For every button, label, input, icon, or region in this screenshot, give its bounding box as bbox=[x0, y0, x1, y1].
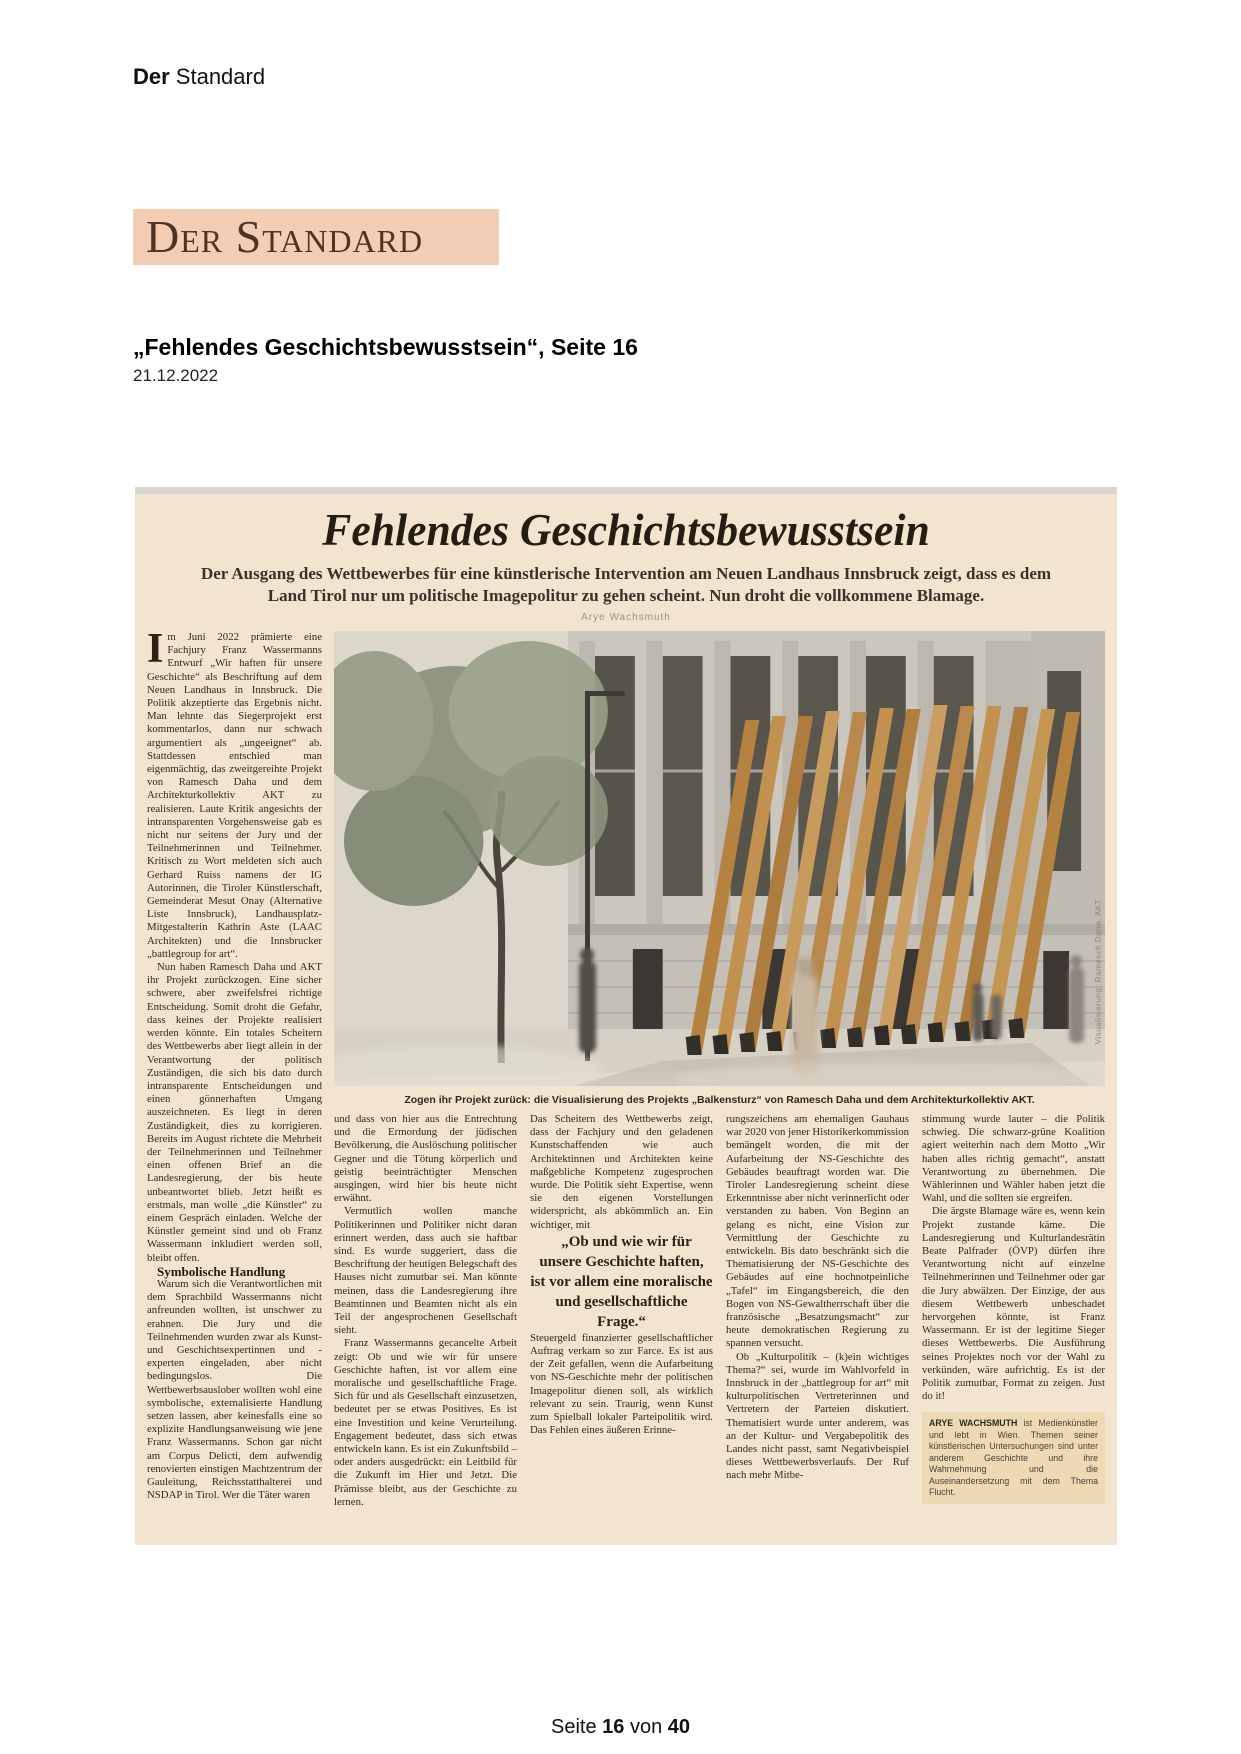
article-date: 21.12.2022 bbox=[133, 366, 219, 385]
column-2 bbox=[334, 1113, 517, 1509]
pull-quote: „Ob und wie wir für unsere Geschichte haften, ist vor allem eine moralische und gesellschaftliche Frage.“ bbox=[530, 1233, 713, 1330]
clipping-subtitle: Der Ausgang des Wettbewerbes für eine künstlerische Intervention am Neuen Landhaus Innsbruck zeigt, dass es dem Land Tirol nur um politische Imagepolitur zu gehen scheint. Nun droht die vollkommene Blamage. bbox=[200, 564, 1052, 605]
photo-caption: Zogen ihr Projekt zurück: die Visualisierung des Projekts „Balkensturz“ von Ramesch Daha und dem Architekturkollektiv AKT. bbox=[404, 1094, 1035, 1106]
paragraph: Das Scheitern des Wettbewerbs zeigt, dass der Fachjury und den geladenen Kunstschaffenden wie auch Architektinnen und Architekten keine maßgebliche Kompetenz zugesprochen wurde. Die Politik sieht Expertise, wenn sie den eigenen Vorstellungen widerspricht, als abkömmlich an. Ein wichtiger, mit bbox=[530, 1113, 713, 1231]
footer-label-page: Seite bbox=[550, 1716, 603, 1738]
paragraph: Warum sich die Verantwortlichen mit dem Sprachbild Wassermanns nicht anfreunden wollten, ist unschwer zu erahnen. Die Jury und die Teilnehmenden wurden zwar als Kunst- und Geschichtsexpertinnen und -experten eingeladen, aber nicht bedingungslos. Die Wettbewerbsauslober wollten wohl eine symbolische, externalisierte Handlung setzen lassen, aber keinesfalls eine so explizite Handlungsanweisung wie jene Franz Wassermanns. Schon gar nicht am Corpus Delicti, dem aufwendig renovierten einstigen Machtzentrum der Gauleitung, Reichsstatthalterei und NSDAP in Tirol. Wer die Täter waren bbox=[147, 1277, 322, 1502]
paragraph: Steuergeld finanzierter gesellschaftlicher Auftrag verkam so zur Farce. Es ist aus der Zeit gefallen, wenn die Aufarbeitung von NS-Geschichte mehr der politischen Imagepolitur dienen soll, als wirklich relevant zu sein. Traurig, wenn Kunst zum Spielball lokaler Parteipolitik wird. Das Fehlen eines äußeren Erinne- bbox=[530, 1331, 713, 1437]
paragraph: Ob „Kulturpolitik – (k)ein wichtiges Thema?“ sei, wurde im Wahlvorfeld in Innsbruck in der „battlegroup for art“ mit kulturpolitischen Vertreterinnen und Vertretern der Parteien diskutiert. Thematisiert wurde unter anderem, was an der Kultur- und Vergabepolitik des Landes nicht passt, samt Negativbeispiel dieses Wettbewerbsverlaufs. Der Ruf nach mehr Mitbe- bbox=[726, 1350, 909, 1482]
source-line bbox=[133, 64, 265, 90]
paragraph: und dass von hier aus die Entrechtung und die Ermordung der jüdischen Bevölkerung, die Auslöschung politischer Gegner und die Tötung körperlich und geistig beeinträchtigter Menschen ausgingen, wird hier bis heute nicht erwähnt. bbox=[334, 1113, 517, 1205]
column-1 bbox=[147, 626, 322, 1509]
author-bio-text: ist Medienkünstler und lebt in Wien. Themen seiner künstlerischen Untersuchungen sind unter anderem Geschichte und ihre Wahrnehmung und die Auseinandersetzung mit dem Thema Flucht. bbox=[929, 1418, 1098, 1497]
newspaper-logo bbox=[133, 209, 499, 265]
newspaper-clipping bbox=[135, 487, 1117, 1545]
photo-illustration bbox=[334, 631, 1105, 1086]
article-title: „Fehlendes Geschichtsbewusstsein“, Seite 16 bbox=[133, 334, 638, 360]
paragraph: stimmung wurde lauter – die Politik schwieg. Die schwarz-grüne Koalition agiert weiterhin nach dem Motto „Wir haben alles richtig gemacht“, anstatt Verantwortung zu übernehmen. Die Wählerinnen und Wähler haben jetzt die Wahl, und die sollten sie ergreifen. bbox=[922, 1113, 1105, 1205]
clipping-headline: Fehlendes Geschichtsbewusstsein bbox=[322, 505, 930, 555]
source-line-bold: Der bbox=[133, 64, 170, 89]
subheading-symbolische-handlung: Symbolische Handlung bbox=[157, 1263, 286, 1279]
clipping-content bbox=[135, 623, 1117, 1509]
column-4 bbox=[726, 1113, 909, 1509]
newspaper-logo-text: Der Standard bbox=[146, 211, 424, 262]
photo-credit: Visualisierung: Ramesch Daha, AKT bbox=[1094, 898, 1103, 1044]
column-5 bbox=[922, 1113, 1105, 1509]
clipping-byline: Arye Wachsmuth bbox=[581, 612, 671, 623]
column-3 bbox=[530, 1113, 713, 1509]
lower-columns bbox=[334, 1113, 1105, 1509]
footer-page-number: 16 bbox=[602, 1716, 625, 1738]
page-footer bbox=[0, 1716, 1241, 1739]
source-line-regular: Standard bbox=[169, 64, 266, 89]
paragraph: Vermutlich wollen manche Politikerinnen und Politiker nicht daran erinnert werden, dass auch sie haftbar sind. Es wurde suggeriert, dass die Beschriftung der heutigen Belegschaft des Hauses nicht zumutbar sei. Man könnte meinen, dass die Landesregierung ihre Beamtinnen und Beamten nicht als ein Teil der angesprochenen Gesellschaft sieht. bbox=[334, 1205, 517, 1337]
footer-label-of: von bbox=[624, 1716, 668, 1738]
photo-and-columns bbox=[334, 631, 1105, 1509]
paragraph: Nun haben Ramesch Daha und AKT ihr Projekt zurückzogen. Eine sicher schwere, aber zweifelsfrei richtige Entscheidung. Somit droht die Gefahr, dass keines der Projekte realisiert werden könnte. Ein totales Scheitern des Wettbewerbs aber liegt allein in der Verantwortung der politisch Zuständigen, die sich bis dato durch intransparente Entscheidungen und einen gönnerhaften Umgang auszeichneten. Es liegt in deren Zuständigkeit, dies zu korrigieren. Bereits im August richtete die Mehrheit der Teilnehmerinnen und Teilnehmer einen offenen Brief an die Landesregierung, der bis heute unbeantwortet blieb. Jetzt heißt es erstmals, man wolle „die Künstler“ zu einem Gespräch einladen. Welche der Künstler gemeint sind und ob Franz Wassermann inkludiert werden soll, bleibt offen. bbox=[147, 961, 322, 1264]
paragraph: Im Juni 2022 prämierte eine Fachjury Franz Wassermanns Entwurf „Wir haften für unsere Geschichte“ als Beschriftung auf dem Neuen Landhaus in Innsbruck. Die Politik akzeptierte das Ergebnis nicht. Man lehnte das Siegerprojekt erst kommentarlos, dann nur schwach argumentiert als „ungeeignet“ ab. Stattdessen entschied man eigenmächtig, das zweitgereihte Projekt von Ramesch Daha und dem Architekturkollektiv AKT zu realisieren. Laute Kritik angesichts der intransparenten Vorgehensweise gab es nicht nur seitens der Jury und der Teilnehmerinnen und Teilnehmer. Kritisch zu Wort meldeten sich auch Gerhard Ruiss namens der IG Autorinnen, die Tiroler Künstlerschaft, Gemeinderat Mesut Onay (Alternative Liste Innsbruck), Landhausplatz-Mitgestalterin Kathrin Aste (LAAC Architekten) und die Innsbrucker „battlegroup for art“. bbox=[147, 626, 322, 960]
paragraph: Die ärgste Blamage wäre es, wenn kein Projekt zustande käme. Die Landesregierung und Kulturlandesrätin Beate Palfrader (ÖVP) dürfen ihre Verantwortung nicht auf einzelne Teilnehmerinnen und Teilnehmer oder gar die Jury abwälzen. Der Einzige, der aus diesem Wettbewerb unbeschadet hervorgehen könnte, ist Franz Wassermann. Er ist der legitime Sieger dieses Wettbewerbs. Die Ausführung seines Projektes noch vor der Wahl zu verkünden, wäre aufrichtig. Es ist der Politik zumutbar, Format zu zeigen. Just do it! bbox=[922, 1205, 1105, 1403]
paragraph: rungszeichens am ehemaligen Gauhaus war 2020 von jener Historikerkommission bemängelt worden, die mit der Aufarbeitung der NS-Geschichte des Gebäudes beauftragt worden war. Die Tiroler Landesregierung scheint diese Erkenntnisse aber nicht verinnerlicht oder verstanden zu haben. Von Beginn an gelang es nicht, eine Vision zur Vermittlung der Geschichte zu entwickeln. Bis dato beschränkt sich die Thematisierung der NS-Geschichte des Gebäudes auf eine hochnotpeinliche „Tafel“ im Eingangsbereich, die den Bogen von NS-Gewaltherrschaft über die französische „Besatzungsmacht“ zur heute demokratischen Regierung zu spannen versucht. bbox=[726, 1113, 909, 1350]
footer-page-total: 40 bbox=[667, 1716, 690, 1738]
article-photo bbox=[334, 631, 1105, 1086]
paragraph: Franz Wassermanns gecancelte Arbeit zeigt: Ob und wie wir für unsere Geschichte haften, ist vor allem eine moralische und gesellschaftliche Frage. Sich für und als Gesellschaft einzusetzen, bedeutet per se etwas Positives. Es ist eine Investition und keine Verurteilung. Engagement bedeutet, dass sich etwas entwickeln kann. Es ist ein Zukunftsbild – oder anders ausgedrückt: ein Leitbild für die Zukunft im Hier und Jetzt. Die Prämisse bleibt, aus der Geschichte zu lernen. bbox=[334, 1337, 517, 1508]
author-bio-name: ARYE WACHSMUTH bbox=[929, 1418, 1018, 1429]
author-bio bbox=[922, 1412, 1105, 1504]
